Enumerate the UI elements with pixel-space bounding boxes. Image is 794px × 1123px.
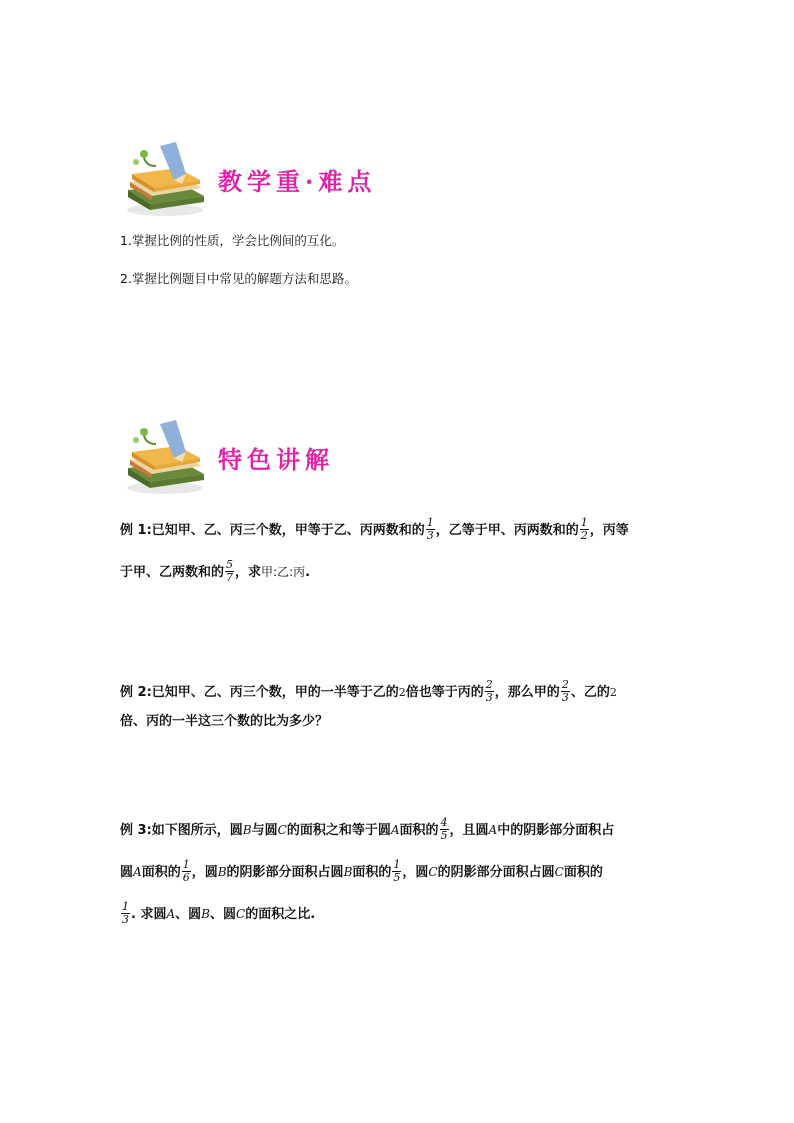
section-title: 教学重·难点: [218, 167, 377, 196]
example-1-line-2: 于甲、乙两数和的 $\frac{5}{7}$ ，求甲:乙:丙.: [120, 558, 311, 584]
fraction: $\frac{1}{3}$: [122, 900, 129, 926]
fraction: $\frac{1}{2}$: [580, 516, 588, 542]
fraction: $\frac{1}{6}$: [182, 858, 190, 884]
section-header-key-points: [120, 140, 520, 220]
fraction: $\frac{1}{3}$: [426, 516, 434, 542]
example-3-line-3: $\frac{1}{3}$ . 求圆A、圆B、圆C的面积之比.: [122, 900, 316, 926]
example-2-line-1: 例 2:已知甲、乙、丙三个数，甲的一半等于乙的2倍也等于丙的 $\frac{2}{3}$ ，那么甲的 $\frac{2}{3}$ 、乙的2: [120, 678, 617, 704]
example-1-line-1: 例 1:已知甲、乙、丙三个数，甲等于乙、丙两数和的 $\frac{1}{3}$ ，乙等于甲、丙两数和的 $\frac{1}{2}$ ，丙等: [120, 516, 629, 542]
fraction: $\frac{2}{3}$: [561, 678, 569, 704]
fraction: $\frac{4}{5}$: [440, 816, 448, 842]
objective-1: 1.掌握比例的性质，学会比例间的互化。: [120, 233, 345, 248]
fraction: $\frac{1}{5}$: [393, 858, 401, 884]
fraction: $\frac{2}{3}$: [485, 678, 493, 704]
example-3-line-1: 例 3:如下图所示，圆B与圆C的面积之和等于圆A面积的 $\frac{4}{5}$ ，且圆A中的阴影部分面积占: [120, 816, 615, 842]
books-pencil-icon: [120, 418, 210, 498]
books-pencil-icon: [120, 140, 210, 220]
fraction: $\frac{5}{7}$: [226, 558, 234, 584]
example-2-line-2: 倍、丙的一半这三个数的比为多少？: [120, 714, 329, 729]
example-3-line-2: 圆A面积的 $\frac{1}{6}$ ，圆B的阴影部分面积占圆B面积的 $\frac{1}{5}$ ，圆C的阴影部分面积占圆C面积的: [120, 858, 603, 884]
section-title: 特色讲解: [218, 445, 334, 474]
section-header-explanation: [120, 418, 520, 498]
objective-2: 2.掌握比例题目中常见的解题方法和思路。: [120, 271, 357, 286]
